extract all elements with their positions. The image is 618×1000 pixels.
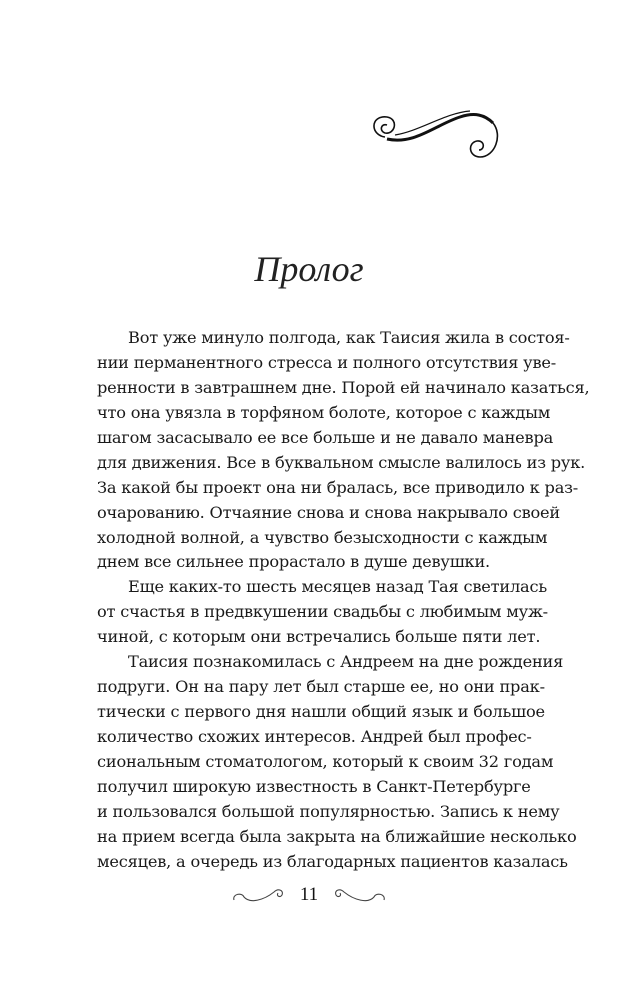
text-line: что она увязла в торфяном болоте, которое с каждым bbox=[97, 402, 551, 422]
page-footer bbox=[0, 884, 618, 906]
text-line: на прием всегда была закрыта на ближайшие несколько bbox=[97, 826, 577, 846]
text-line: шагом засасывало ее все больше и не давало маневра bbox=[97, 427, 554, 447]
text-line: ренности в завтрашнем дне. Порой ей начинало казаться, bbox=[97, 377, 590, 397]
text-line: месяцев, а очередь из благодарных пациентов казалась bbox=[97, 851, 568, 871]
text-line: За какой бы проект она ни бралась, все приводило к раз- bbox=[97, 477, 579, 497]
text-line: и пользовался большой популярностью. Запись к нему bbox=[97, 801, 560, 821]
text-line: Еще каких-то шесть месяцев назад Тая светилась bbox=[128, 577, 547, 597]
text-line: холодной волной, а чувство безысходности с каждым bbox=[97, 527, 548, 547]
text-line: тически с первого дня нашли общий язык и большое bbox=[97, 702, 545, 722]
text-line: от счастья в предвкушении свадьбы с любимым муж- bbox=[97, 602, 548, 622]
text-line: подруги. Он на пару лет был старше ее, но они прак- bbox=[97, 677, 545, 697]
text-line: количество схожих интересов. Андрей был профес- bbox=[97, 727, 532, 746]
text-line: получил широкую известность в Санкт-Петербурге bbox=[97, 776, 531, 796]
page-number: 11 bbox=[299, 884, 319, 905]
flourish-ornament-icon bbox=[365, 95, 505, 170]
text-line: нии перманентного стресса и полного отсутствия уве- bbox=[97, 352, 557, 372]
text-line: Вот уже минуло полгода, как Таисия жила в состоя- bbox=[128, 328, 570, 347]
text-line: днем все сильнее прорастало в душе девушки. bbox=[97, 552, 490, 572]
text-line: Таисия познакомилась с Андреем на дне рождения bbox=[128, 652, 564, 672]
text-line: очарованию. Отчаяние снова и снова накрывало своей bbox=[97, 502, 561, 522]
text-line: сиональным стоматологом, который к своим 32 годам bbox=[97, 751, 554, 771]
chapter-title: Пролог bbox=[254, 249, 364, 289]
body-text bbox=[97, 326, 590, 875]
text-line: чиной, с которым они встречались больше пяти лет. bbox=[97, 627, 541, 647]
left-scroll-ornament-icon bbox=[230, 884, 286, 906]
text-line: для движения. Все в буквальном смысле валилось из рук. bbox=[97, 452, 586, 472]
right-scroll-ornament-icon bbox=[332, 884, 388, 906]
